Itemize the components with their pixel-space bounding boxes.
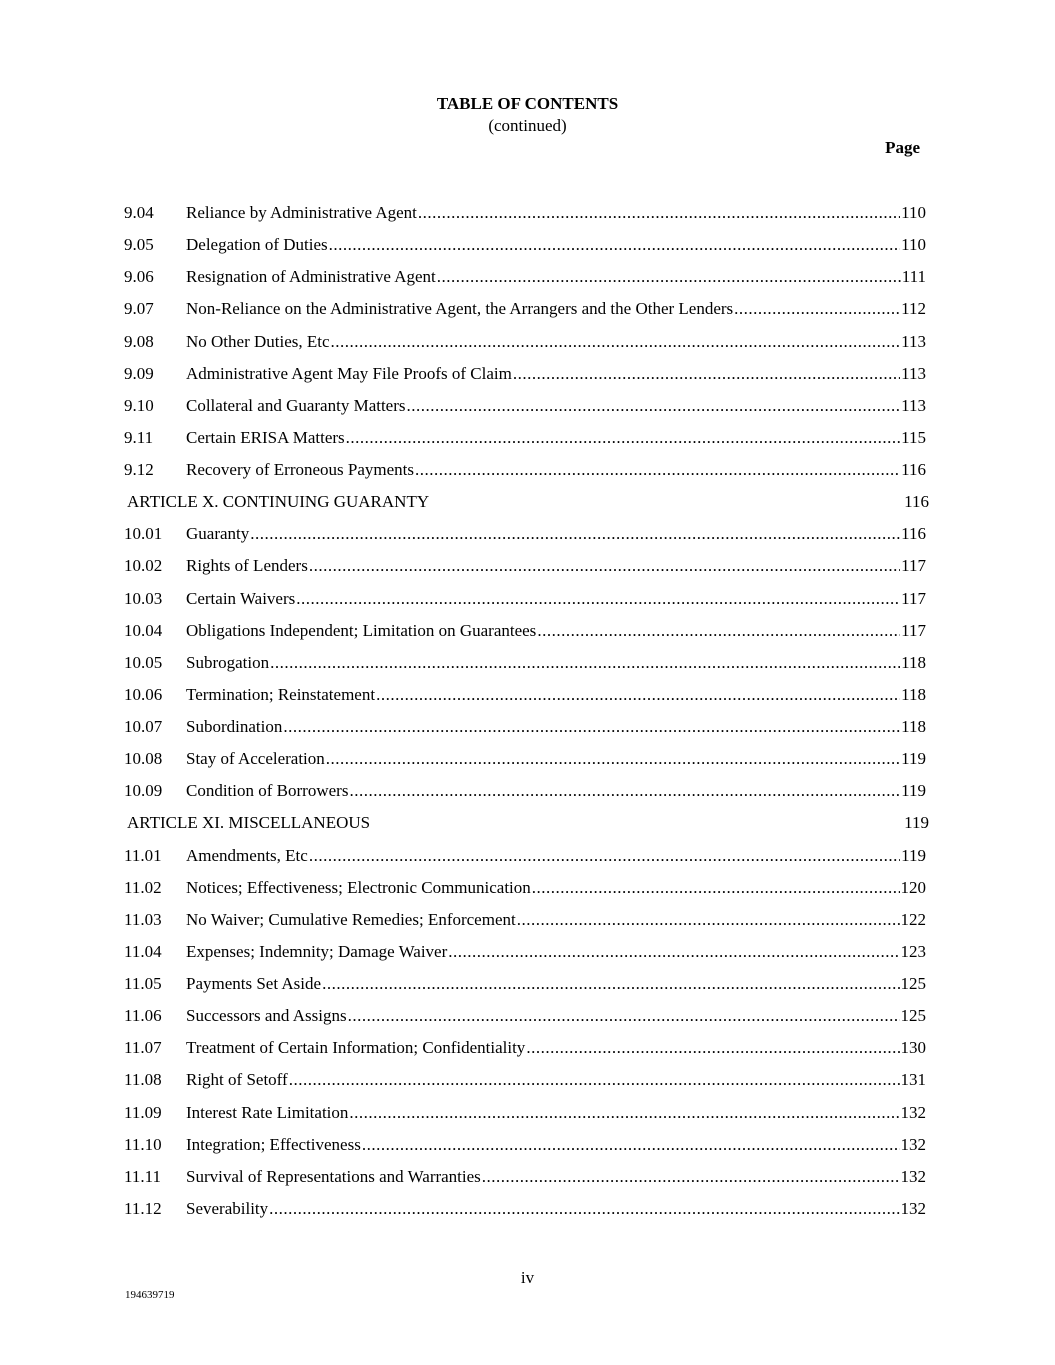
section-page-number: 132 <box>900 1166 926 1186</box>
toc-entry[interactable] <box>124 197 926 229</box>
section-title: Obligations Independent; Limitation on Guarantees <box>186 620 537 640</box>
dot-leader <box>269 1199 899 1219</box>
dot-leader <box>250 524 900 544</box>
section-page-number: 110 <box>901 203 926 223</box>
toc-entry[interactable] <box>124 840 926 872</box>
section-page-number: 118 <box>901 652 926 672</box>
toc-entry[interactable] <box>124 390 926 422</box>
toc-entry[interactable] <box>124 1161 926 1193</box>
section-page-number: 115 <box>901 427 926 447</box>
section-page-number: 111 <box>901 267 926 287</box>
dot-leader <box>331 332 901 352</box>
section-title: Subrogation <box>186 652 270 672</box>
article-page-number: 116 <box>904 492 929 512</box>
toc-entry[interactable] <box>124 550 926 582</box>
section-number: 11.02 <box>124 877 162 897</box>
section-page-number: 120 <box>900 877 926 897</box>
section-number: 11.07 <box>124 1038 162 1058</box>
section-number: 11.03 <box>124 909 162 929</box>
section-page-number: 110 <box>901 235 926 255</box>
dot-leader <box>270 653 900 673</box>
section-title: Collateral and Guaranty Matters <box>186 395 406 415</box>
toc-entry[interactable] <box>124 583 926 615</box>
section-number: 11.09 <box>124 1102 162 1122</box>
section-page-number: 132 <box>900 1198 926 1218</box>
page-column-label: Page <box>885 138 920 157</box>
section-number: 9.09 <box>124 363 154 383</box>
section-page-number: 119 <box>901 845 926 865</box>
section-title: Survival of Representations and Warranties <box>186 1166 481 1186</box>
toc-entry[interactable] <box>124 326 926 358</box>
section-title: Interest Rate Limitation <box>186 1102 349 1122</box>
toc-entry[interactable] <box>124 615 926 647</box>
section-number: 10.06 <box>124 684 163 704</box>
dot-leader <box>517 910 900 930</box>
section-title: Delegation of Duties <box>186 235 328 255</box>
section-title: Payments Set Aside <box>186 974 322 994</box>
section-title: Expenses; Indemnity; Damage Waiver <box>186 941 448 961</box>
dot-leader <box>346 428 900 448</box>
section-page-number: 119 <box>901 749 926 769</box>
section-number: 9.10 <box>124 395 154 415</box>
dot-leader <box>482 1167 900 1187</box>
section-page-number: 130 <box>900 1038 926 1058</box>
toc-entry[interactable] <box>124 679 926 711</box>
section-title: Reliance by Administrative Agent <box>186 203 417 223</box>
section-number: 9.11 <box>124 427 154 447</box>
toc-entry[interactable] <box>124 1129 926 1161</box>
section-title: Integration; Effectiveness <box>186 1134 361 1154</box>
section-title: Condition of Borrowers <box>186 781 349 801</box>
toc-entry[interactable] <box>124 358 926 390</box>
section-title: Subordination <box>186 717 283 737</box>
article-title: ARTICLE XI. MISCELLANEOUS <box>127 813 371 833</box>
section-title: Right of Setoff <box>186 1070 288 1090</box>
footer-page-number: iv <box>520 1268 535 1287</box>
section-number: 11.11 <box>124 1166 161 1186</box>
section-page-number: 113 <box>901 395 926 415</box>
section-title: Severability <box>186 1198 269 1218</box>
dot-leader <box>734 299 900 319</box>
dot-leader <box>296 589 900 609</box>
section-number: 11.05 <box>124 974 162 994</box>
section-number: 9.05 <box>124 235 154 255</box>
section-page-number: 123 <box>900 941 926 961</box>
dot-leader <box>283 717 900 737</box>
section-number: 9.12 <box>124 460 154 480</box>
section-number: 10.05 <box>124 652 163 672</box>
toc-entry[interactable] <box>124 229 926 261</box>
table-of-contents <box>124 197 929 1225</box>
toc-entry[interactable] <box>124 1097 926 1129</box>
section-number: 9.07 <box>124 299 154 319</box>
section-title: Rights of Lenders <box>186 556 308 576</box>
dot-leader <box>526 1038 899 1058</box>
section-page-number: 117 <box>901 620 926 640</box>
toc-article-heading[interactable] <box>124 807 929 839</box>
toc-entry[interactable] <box>124 968 926 1000</box>
section-number: 10.09 <box>124 781 163 801</box>
dot-leader <box>376 685 900 705</box>
article-page-number: 119 <box>904 813 929 833</box>
section-number: 9.08 <box>124 331 154 351</box>
toc-entry[interactable] <box>124 261 926 293</box>
dot-leader <box>513 364 900 384</box>
dot-leader <box>415 460 900 480</box>
section-page-number: 125 <box>900 974 926 994</box>
toc-entry[interactable] <box>124 936 926 968</box>
section-page-number: 116 <box>901 524 926 544</box>
section-number: 9.04 <box>124 203 154 223</box>
section-page-number: 119 <box>901 781 926 801</box>
section-title: No Other Duties, Etc <box>186 331 330 351</box>
toc-article-heading[interactable] <box>124 486 929 518</box>
dot-leader <box>289 1070 900 1090</box>
dot-leader <box>437 267 901 287</box>
section-number: 10.07 <box>124 717 163 737</box>
toc-entry[interactable] <box>124 454 926 486</box>
section-title: Successors and Assigns <box>186 1006 347 1026</box>
dot-leader <box>329 235 900 255</box>
toc-entry[interactable] <box>124 422 926 454</box>
section-title: Guaranty <box>186 524 250 544</box>
toc-entry[interactable] <box>124 904 926 936</box>
section-number: 11.04 <box>124 941 162 961</box>
toc-entry[interactable] <box>124 711 926 743</box>
dot-leader <box>407 396 901 416</box>
section-number: 9.06 <box>124 267 154 287</box>
section-title: Administrative Agent May File Proofs of Claim <box>186 363 512 383</box>
section-title: No Waiver; Cumulative Remedies; Enforcement <box>186 909 516 929</box>
section-page-number: 116 <box>901 460 926 480</box>
toc-subtitle: (continued) <box>488 116 567 135</box>
section-page-number: 118 <box>901 717 926 737</box>
section-page-number: 125 <box>900 1006 926 1026</box>
dot-leader <box>326 749 900 769</box>
section-page-number: 122 <box>900 909 926 929</box>
section-title: Non-Reliance on the Administrative Agent, the Arrangers and the Other Lenders <box>186 299 734 319</box>
section-number: 11.10 <box>124 1134 162 1154</box>
dot-leader <box>537 621 900 641</box>
dot-leader <box>349 781 900 801</box>
dot-leader <box>348 1006 900 1026</box>
toc-entry[interactable] <box>124 1032 926 1064</box>
section-page-number: 132 <box>900 1134 926 1154</box>
dot-leader <box>309 556 900 576</box>
toc-entry[interactable] <box>124 518 926 550</box>
section-title: Recovery of Erroneous Payments <box>186 460 415 480</box>
toc-entry[interactable] <box>124 872 926 904</box>
dot-leader <box>322 974 899 994</box>
section-title: Certain ERISA Matters <box>186 427 345 447</box>
toc-entry[interactable] <box>124 1193 926 1225</box>
section-number: 10.08 <box>124 749 163 769</box>
section-page-number: 118 <box>901 684 926 704</box>
dot-leader <box>418 203 900 223</box>
section-title: Resignation of Administrative Agent <box>186 267 436 287</box>
section-page-number: 131 <box>900 1070 926 1090</box>
section-number: 11.08 <box>124 1070 162 1090</box>
section-number: 10.01 <box>124 524 163 544</box>
section-number: 10.02 <box>124 556 163 576</box>
section-title: Treatment of Certain Information; Confidentiality <box>186 1038 526 1058</box>
toc-entry[interactable] <box>124 1000 926 1032</box>
section-title: Notices; Effectiveness; Electronic Communication <box>186 877 531 897</box>
toc-entry[interactable] <box>124 293 926 325</box>
dot-leader <box>309 846 900 866</box>
toc-entry[interactable] <box>124 743 926 775</box>
dot-leader <box>532 878 900 898</box>
section-page-number: 117 <box>901 588 926 608</box>
section-number: 10.03 <box>124 588 163 608</box>
section-page-number: 117 <box>901 556 926 576</box>
dot-leader <box>349 1103 899 1123</box>
section-page-number: 132 <box>900 1102 926 1122</box>
footer-doc-id: 194639719 <box>125 1289 175 1301</box>
section-page-number: 112 <box>901 299 926 319</box>
section-number: 11.01 <box>124 845 162 865</box>
article-title: ARTICLE X. CONTINUING GUARANTY <box>127 492 430 512</box>
dot-leader <box>448 942 899 962</box>
toc-entry[interactable] <box>124 775 926 807</box>
dot-leader <box>362 1135 900 1155</box>
section-page-number: 113 <box>901 363 926 383</box>
section-page-number: 113 <box>901 331 926 351</box>
section-number: 11.12 <box>124 1198 162 1218</box>
toc-title: TABLE OF CONTENTS <box>436 94 619 113</box>
section-title: Termination; Reinstatement <box>186 684 376 704</box>
section-title: Amendments, Etc <box>186 845 308 865</box>
section-title: Stay of Acceleration <box>186 749 325 769</box>
section-number: 10.04 <box>124 620 163 640</box>
section-title: Certain Waivers <box>186 588 296 608</box>
toc-entry[interactable] <box>124 647 926 679</box>
section-number: 11.06 <box>124 1006 162 1026</box>
toc-entry[interactable] <box>124 1064 926 1096</box>
